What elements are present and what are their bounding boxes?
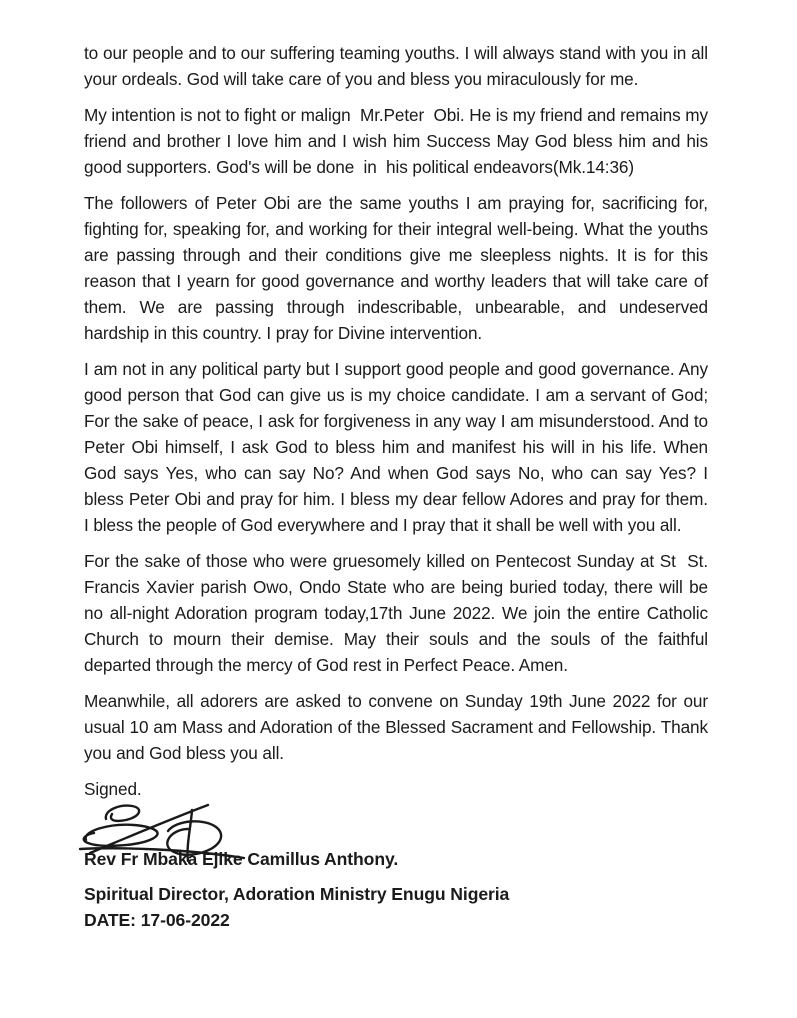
signatory-name: Rev Fr Mbaka Ejike Camillus Anthony. <box>84 849 399 869</box>
letter-paragraph-2: My intention is not to fight or malign Mr.Peter Obi. He is my friend and remains my friend and brother I love him and I wish him Success May God bless him and his good supporters. God's will be done in his political endeavors(Mk.14:36) <box>84 105 713 177</box>
letter-paragraph-1: to our people and to our suffering teaming youths. I will always stand with you in all your ordeals. God will take care of you and bless you miraculously for me. <box>84 43 713 89</box>
signed-label: Signed. <box>84 779 142 799</box>
letter-paragraph-3: The followers of Peter Obi are the same youths I am praying for, sacrificing for, fighting for, speaking for, and working for their integral well-being. What the youths are passing through and their conditions give me sleepless nights. It is for this reason that I yearn for good governance and worthy leaders that will take care of them. We are passing through indescribable, unbearable, and undeserved hardship in this country. I pray for Divine intervention. <box>84 193 713 343</box>
date-line: DATE: 17-06-2022 <box>84 910 230 930</box>
letter-paragraph-4: I am not in any political party but I support good people and good governance. Any good person that God can give us is my choice candidate. I am a servant of God; For the sake of peace, I ask for forgiveness in any way I am misunderstood. And to Peter Obi himself, I ask God to bless him and manifest his will in his life. When God says Yes, who can say No? And when God says No, who can say Yes? I bless Peter Obi and pray for him. I bless my dear fellow Adores and pray for them. I bless the people of God everywhere and I pray that it shall be well with you all. <box>84 359 713 535</box>
letter-paragraph-6: Meanwhile, all adorers are asked to convene on Sunday 19th June 2022 for our usual 10 am Mass and Adoration of the Blessed Sacrament and Fellowship. Thank you and God bless you all. <box>84 691 713 763</box>
signatory-title: Spiritual Director, Adoration Ministry Enugu Nigeria <box>84 884 510 904</box>
letter-paragraph-5: For the sake of those who were gruesomely killed on Pentecost Sunday at St St. Francis Xavier parish Owo, Ondo State who are being buried today, there will be no all-night Adoration program today,17th June 2022. We join the entire Catholic Church to mourn their demise. May their souls and the souls of the faithful departed through the mercy of God rest in Perfect Peace. Amen. <box>84 551 713 675</box>
